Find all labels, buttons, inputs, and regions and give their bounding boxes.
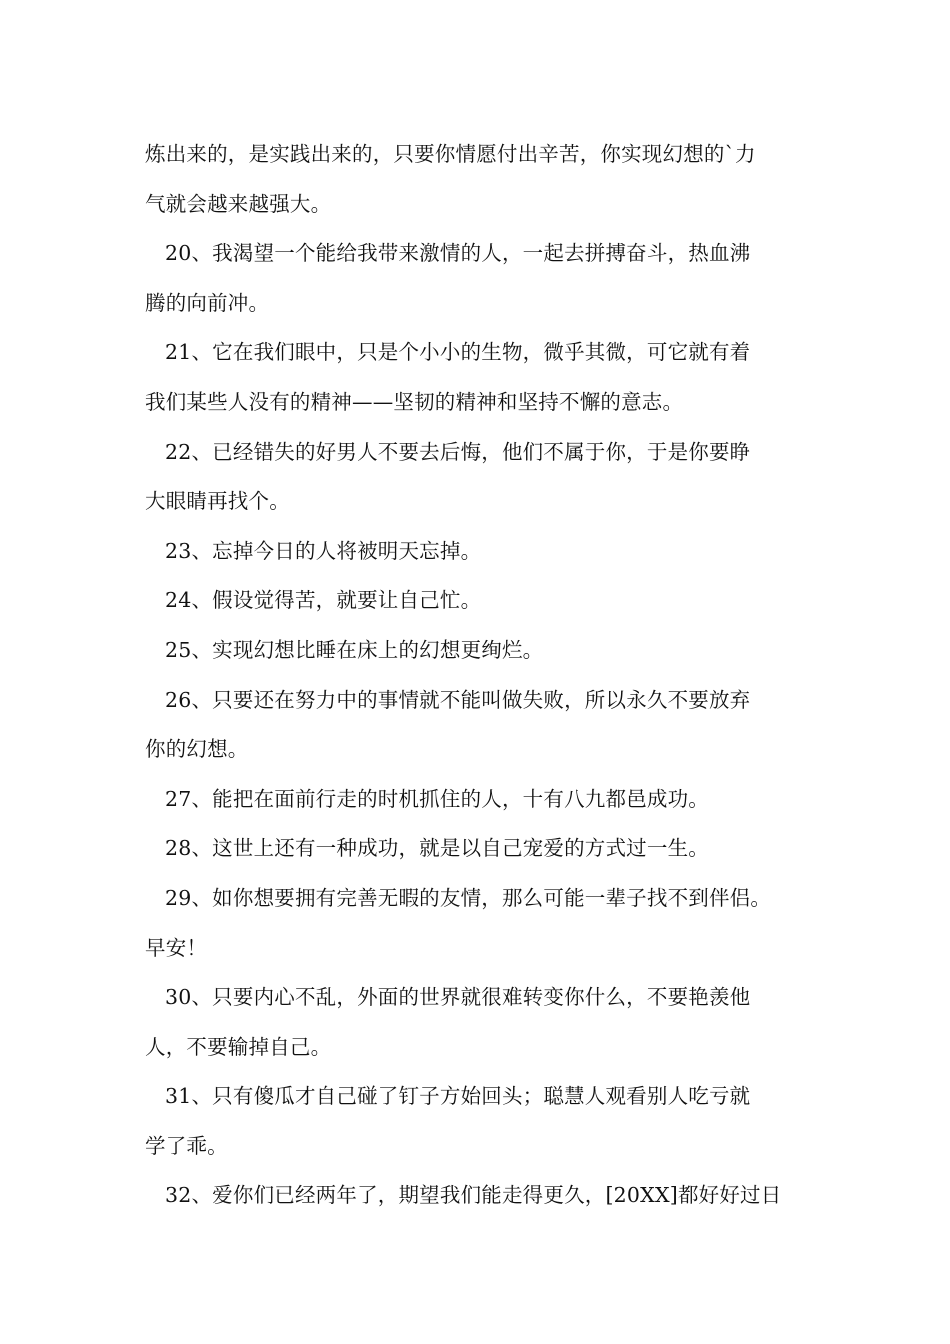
text-line: 学了乖。 [145,1133,228,1158]
text-line: 22、已经错失的好男人不要去后悔，他们不属于你，于是你要睁 [165,439,751,464]
text-line: 28、这世上还有一种成功，就是以自己宠爱的方式过一生。 [165,836,709,861]
text-line: 人，不要输掉自己。 [145,1034,332,1059]
text-line: 23、忘掉今日的人将被明天忘掉。 [165,538,482,563]
text-line: 你的幻想。 [145,737,249,762]
text-line: 气就会越来越强大。 [145,191,332,216]
text-line: 20、我渴望一个能给我带来激情的人，一起去拼搏奋斗，热血沸 [165,241,751,266]
text-line: 大眼睛再找个。 [145,489,290,514]
text-line: 32、爱你们已经两年了，期望我们能走得更久，[20XX]都好好过日 [165,1183,782,1208]
text-line: 30、只要内心不乱，外面的世界就很难转变你什么，不要艳羡他 [165,985,751,1010]
text-line: 29、如你想要拥有完善无暇的友情，那么可能一辈子找不到伴侣。 [165,885,772,910]
text-line: 26、只要还在努力中的事情就不能叫做失败，所以永久不要放弃 [165,687,751,712]
text-line: 炼出来的，是实践出来的，只要你情愿付出辛苦，你实现幻想的`力 [145,142,756,166]
text-line: 24、假设觉得苦，就要让自己忙。 [165,588,482,613]
text-line: 我们某些人没有的精神——坚韧的精神和坚持不懈的意志。 [145,389,684,414]
text-line: 21、它在我们眼中，只是个小小的生物，微乎其微，可它就有着 [165,340,751,365]
text-line: 腾的向前冲。 [145,290,270,315]
text-line: 25、实现幻想比睡在床上的幻想更绚烂。 [165,637,544,662]
text-line: 31、只有傻瓜才自己碰了钉子方始回头；聪慧人观看别人吃亏就 [165,1084,751,1109]
text-line: 早安！ [145,935,208,960]
text-line: 27、能把在面前行走的时机抓住的人，十有八九都邑成功。 [165,786,709,811]
body-text [145,130,815,1221]
